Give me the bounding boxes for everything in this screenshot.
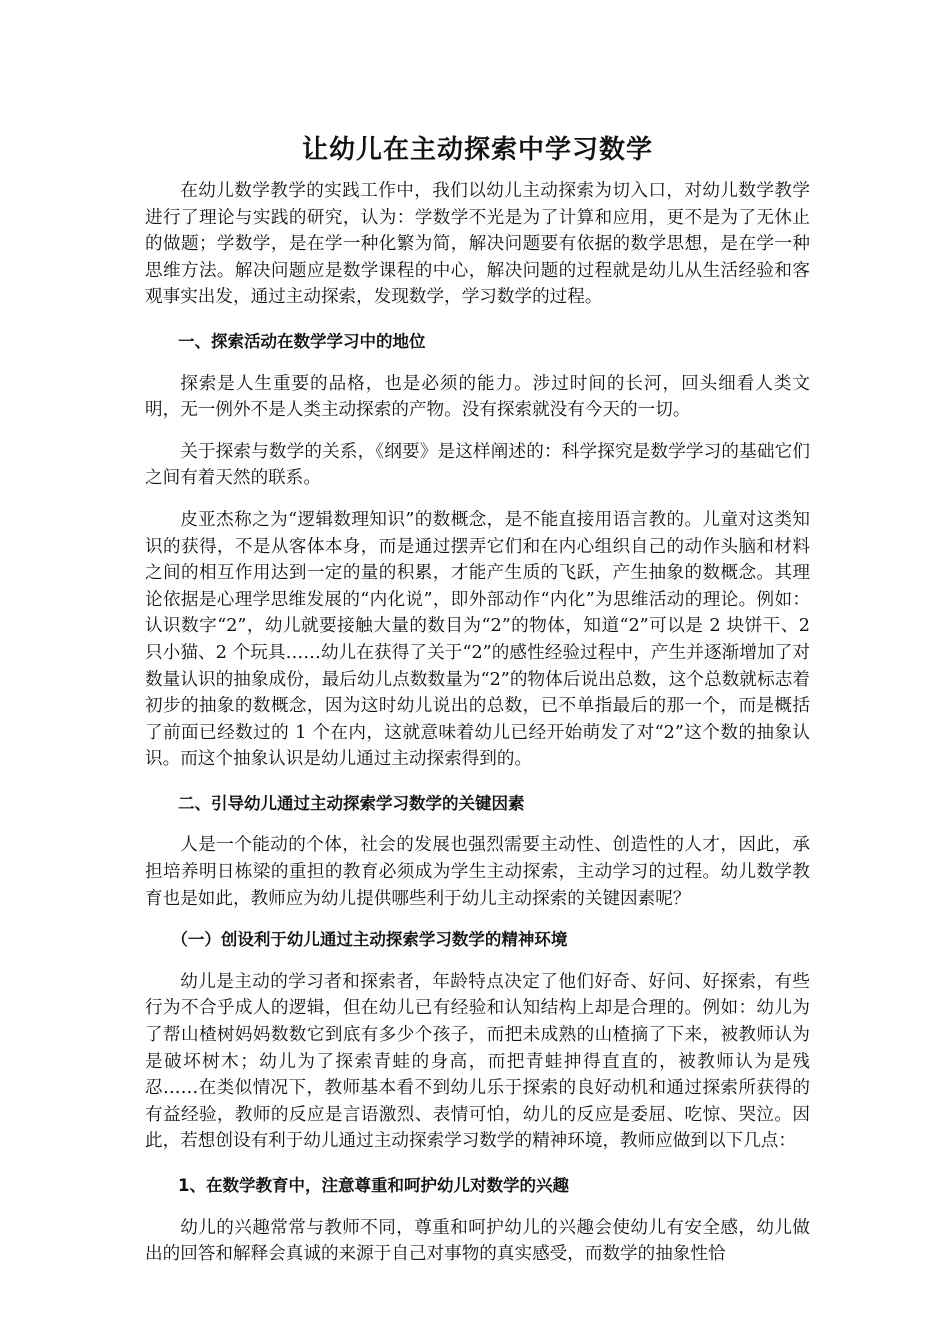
document-title: 让幼儿在主动探索中学习数学 [301, 135, 653, 165]
section-heading-1: 一、探索活动在数学学习中的地位 [178, 331, 426, 351]
intro-paragraph: 在幼儿数学教学的实践工作中，我们以幼儿主动探索为切入口，对幼儿数学教学进行了理论与实践的研究，认为：学数学不光是为了计算和应用，更不是为了无休止的做题；学数学，是在学一种化繁为简，解决问题要有依据的数学思想，是在学一种思维方法。解决问题应是数学课程的中心，解决问题的过程就是幼儿从生活经验和客观事实出发，通过主动探索，发现数学，学习数学的过程。 [145, 181, 810, 308]
point-heading: 1、在数学教育中，注意尊重和呵护幼儿对数学的兴趣 [178, 1176, 569, 1195]
body-paragraph: 关于探索与数学的关系，《纲要》是这样阐述的：科学探究是数学学习的基础它们之间有着天然的联系。 [145, 441, 810, 489]
body-paragraph: 人是一个能动的个体，社会的发展也强烈需要主动性、创造性的人才，因此，承担培养明日栋梁的重担的教育必须成为学生主动探索，主动学习的过程。幼儿数学教育也是如此，教师应为幼儿提供哪些利于幼儿主动探索的关键因素呢？ [145, 835, 810, 909]
subsection-heading: （一）创设利于幼儿通过主动探索学习数学的精神环境 [171, 930, 568, 950]
section-heading-2: 二、引导幼儿通过主动探索学习数学的关键因素 [178, 793, 525, 813]
document-page [145, 128, 810, 1268]
body-paragraph: 探索是人生重要的品格，也是必须的能力。涉过时间的长河，回头细看人类文明，无一例外不是人类主动探索的产物。没有探索就没有今天的一切。 [145, 373, 810, 421]
body-paragraph: 皮亚杰称之为“逻辑数理知识”的数概念，是不能直接用语言教的。儿童对这类知识的获得，不是从客体本身，而是通过摆弄它们和在内心组织自己的动作头脑和材料之间的相互作用达到一定的量的积累，才能产生质的飞跃，产生抽象的数概念。其理论依据是心理学思维发展的“内化说”，即外部动作“内化”为思维活动的理论。例如：认识数字“2”，幼儿就要接触大量的数目为“2”的物体，知道“2”可以是 2 块饼干、2 只小猫、2 个玩具……幼儿在获得了关于“2”的感性经验过程中，产生并逐渐增加了对数量认识的抽象成份，最后幼儿点数数量为“2”的物体后说出总数，这个总数就标志着初步的抽象的数概念，因为这时幼儿说出的总数，已不单指最后的那一个，而是概括了前面已经数过的 1 个在内，这就意味着幼儿已经开始萌发了对“2”这个数的抽象认识。而这个抽象认识是幼儿通过主动探索得到的。 [145, 509, 810, 770]
body-paragraph: 幼儿的兴趣常常与教师不同，尊重和呵护幼儿的兴趣会使幼儿有安全感，幼儿做出的回答和解释会真诚的来源于自己对事物的真实感受，而数学的抽象性恰 [145, 1217, 810, 1265]
body-paragraph: 幼儿是主动的学习者和探索者，年龄特点决定了他们好奇、好问、好探索，有些行为不合乎成人的逻辑，但在幼儿已有经验和认知结构上却是合理的。例如：幼儿为了帮山楂树妈妈数数它到底有多少个孩子，而把未成熟的山楂摘了下来，被教师认为是破坏树木；幼儿为了探索青蛙的身高，而把青蛙抻得直直的，被教师认为是残忍……在类似情况下，教师基本看不到幼儿乐于探索的良好动机和通过探索所获得的有益经验，教师的反应是言语激烈、表情可怕，幼儿的反应是委屈、吃惊、哭泣。因此，若想创设有利于幼儿通过主动探索学习数学的精神环境，教师应做到以下几点： [145, 971, 810, 1152]
